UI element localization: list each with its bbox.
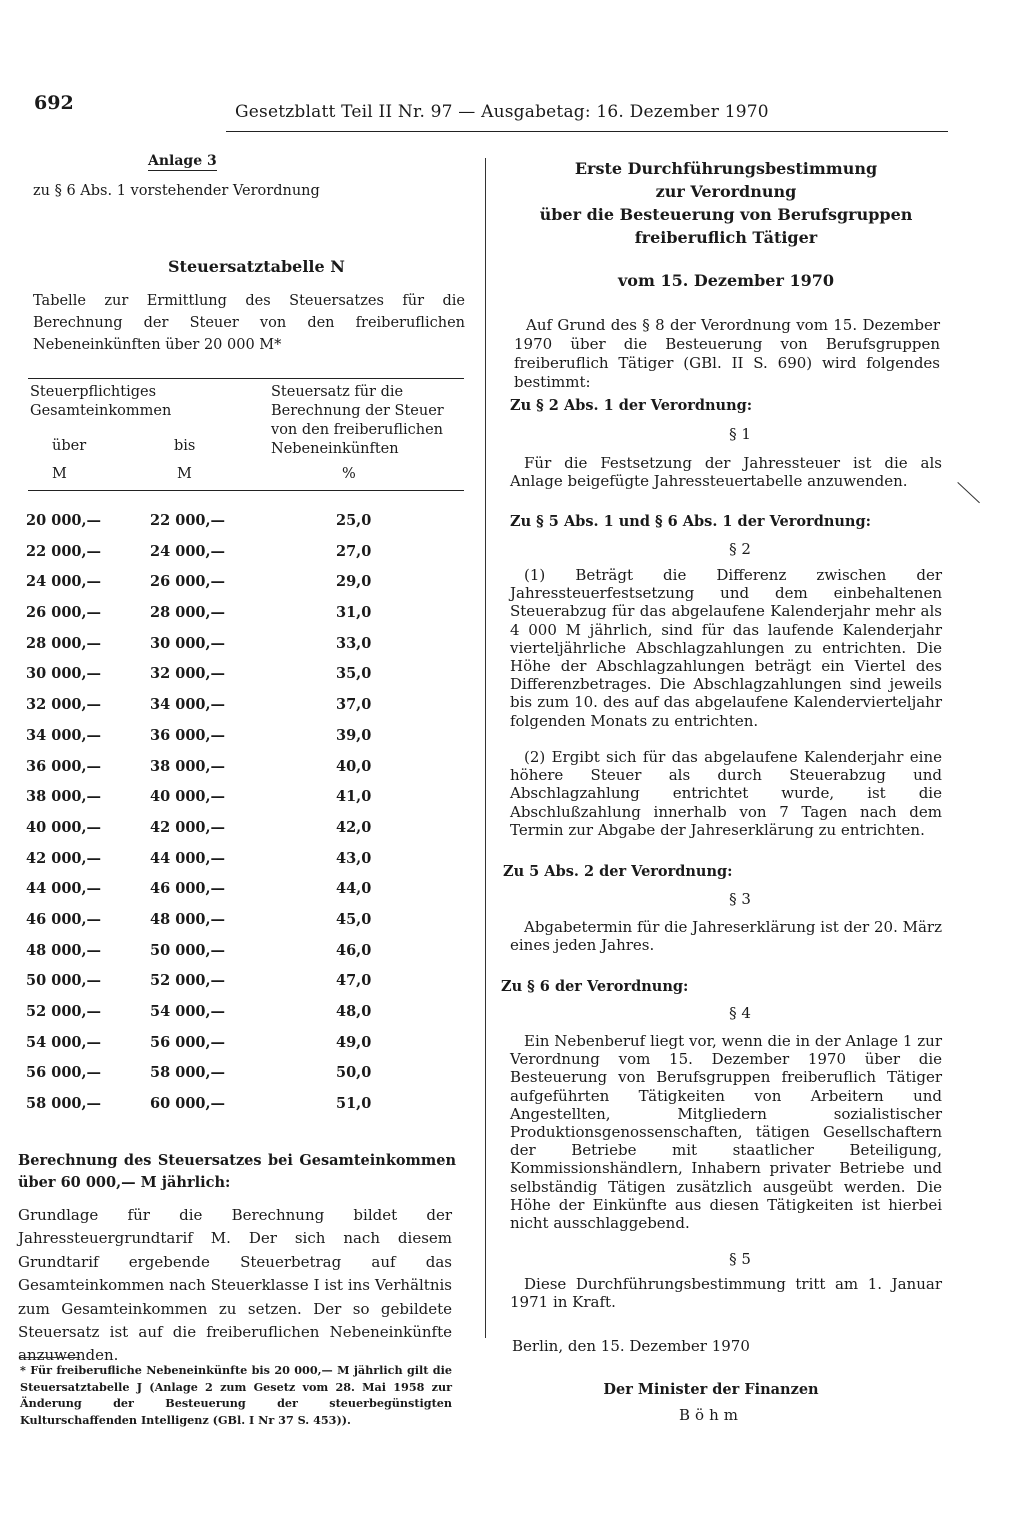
table-row — [20, 1028, 460, 1059]
column-heading-rate: Steuersatz für die Berechnung der Steuer von den freiberuflichen Nebeneinkünften — [271, 384, 444, 457]
income-to-cell: 46 000,— — [150, 880, 226, 898]
paragraph-text: Diese Durchführungsbestimmung tritt am 1. Januar 1971 in Kraft. — [510, 1275, 942, 1312]
income-to-cell: 50 000,— — [150, 941, 226, 959]
tax-rate-cell: 33,0 — [336, 634, 372, 652]
income-to-cell: 54 000,— — [150, 1003, 226, 1020]
income-from-cell: 36 000,— — [26, 757, 102, 775]
income-to-cell: 60 000,— — [150, 1095, 226, 1113]
income-to-cell: 40 000,— — [150, 788, 226, 806]
income-from-cell: 44 000,— — [26, 880, 102, 898]
income-from-cell: 52 000,— — [26, 1003, 102, 1020]
income-to-cell: 56 000,— — [150, 1033, 226, 1051]
income-from-cell: 54 000,— — [26, 1033, 102, 1051]
tax-rate-cell: 43,0 — [336, 849, 372, 867]
footnote: * Für freiberufliche Nebeneinkünfte bis 20 000,— M jährlich gilt die Steuersatztabelle J (Anlage 2 zum Gesetz vom 28. Mai 1958 zur Änderung der Besteuerung der steuerbegünstigten Kulturschaffenden Intelligenz (GBl. I Nr 37 S. 453)). — [20, 1363, 452, 1427]
income-from-cell: 42 000,— — [26, 849, 102, 867]
income-from-cell: 32 000,— — [26, 696, 102, 714]
table-row — [20, 813, 460, 844]
signer-name: Böhm — [679, 1406, 743, 1424]
paragraph-number: § 1 — [729, 425, 751, 443]
income-from-cell: 24 000,— — [26, 573, 102, 591]
regulation-title-line: Erste Durchführungsbestimmung — [574, 159, 878, 178]
table-row — [20, 659, 460, 690]
income-to-cell: 22 000,— — [150, 512, 226, 529]
regulation-title-line: zur Verordnung — [655, 182, 797, 201]
income-to-cell: 38 000,— — [150, 757, 226, 775]
income-to-cell: 24 000,— — [150, 542, 226, 560]
income-from-cell: 40 000,— — [26, 818, 102, 836]
table-header-rule — [28, 490, 464, 491]
regulation-title — [506, 157, 946, 249]
income-from-cell: 48 000,— — [26, 941, 102, 959]
table-row — [20, 782, 460, 813]
table-row — [20, 752, 460, 783]
calculation-heading: Berechnung des Steuersatzes bei Gesamteinkommen über 60 000,— M jährlich: — [18, 1152, 456, 1191]
income-to-cell: 52 000,— — [150, 972, 226, 990]
table-row — [20, 537, 460, 568]
header-rule — [226, 131, 948, 132]
table-row — [20, 1058, 460, 1089]
table-row — [20, 506, 460, 537]
page-number: 692 — [34, 92, 74, 114]
tax-rate-cell: 44,0 — [336, 880, 372, 898]
regulation-title-line: über die Besteuerung von Berufsgruppen — [539, 205, 913, 224]
tax-rate-cell: 39,0 — [336, 726, 372, 744]
table-row — [20, 1089, 460, 1120]
income-from-cell: 20 000,— — [26, 512, 102, 529]
income-to-cell: 48 000,— — [150, 910, 226, 928]
income-to-cell: 26 000,— — [150, 573, 226, 591]
income-from-cell: 56 000,— — [26, 1064, 102, 1082]
column-heading-from: über — [52, 438, 87, 454]
income-from-cell: 58 000,— — [26, 1095, 102, 1113]
income-to-cell: 28 000,— — [150, 604, 226, 622]
income-from-cell: 46 000,— — [26, 910, 102, 928]
tax-rate-cell: 29,0 — [336, 573, 372, 591]
tax-rate-cell: 37,0 — [336, 696, 372, 714]
table-row — [20, 905, 460, 936]
column-divider — [485, 158, 486, 1338]
income-to-cell: 44 000,— — [150, 849, 226, 867]
column-heading-income: Steuerpflichtiges Gesamteinkommen — [30, 384, 172, 419]
running-header: Gesetzblatt Teil II Nr. 97 — Ausgabetag: 16. Dezember 1970 — [235, 102, 769, 122]
income-from-cell: 34 000,— — [26, 726, 102, 744]
place-and-date: Berlin, den 15. Dezember 1970 — [512, 1337, 750, 1355]
tax-rate-cell: 25,0 — [336, 512, 372, 529]
section-heading: Zu § 5 Abs. 1 und § 6 Abs. 1 der Verordnung: — [510, 513, 871, 530]
table-intro: Tabelle zur Ermittlung des Steuersatzes für die Berechnung der Steuer von den freiberuflichen Nebeneinkünften über 20 000 M* — [33, 293, 465, 353]
table-row — [20, 629, 460, 660]
tax-rate-cell: 49,0 — [336, 1033, 372, 1051]
table-row — [20, 690, 460, 721]
income-from-cell: 22 000,— — [26, 542, 102, 560]
income-from-cell: 28 000,— — [26, 634, 102, 652]
paragraph-number: § 3 — [729, 890, 751, 908]
income-to-cell: 58 000,— — [150, 1064, 226, 1082]
tax-rate-cell: 47,0 — [336, 972, 372, 990]
anlage-reference: zu § 6 Abs. 1 vorstehender Verordnung — [33, 183, 320, 199]
section-heading: Zu § 2 Abs. 1 der Verordnung: — [510, 397, 753, 414]
tax-rate-cell: 41,0 — [336, 788, 372, 806]
tax-rate-table — [20, 506, 460, 1120]
calculation-text: Grundlage für die Berechnung bildet der Jahressteuergrundtarif M. Der sich nach diesem Grundtarif ergebende Steuerbetrag auf das Gesamteinkommen nach Steuerklasse I ist ins Verhältnis zum Gesamteinkommen zu setzen. Der so gebildete Steuersatz ist auf die freiberuflichen Nebeneinkünfte anzuwenden. — [18, 1206, 452, 1365]
regulation-preamble: Auf Grund des § 8 der Verordnung vom 15. Dezember 1970 über die Besteuerung von Berufsgruppen freiberuflich Tätiger (GBl. II S. 690) wird folgendes bestimmt: — [514, 316, 940, 391]
paragraph-text: (1) Beträgt die Differenz zwischen der Jahressteuerfestsetzung und dem einbehaltenen Steuerabzug für das abgelaufene Kalenderjahr mehr als 4 000 M jährlich, sind für das laufende Kalenderjahr vierteljährliche Abschlagzahlungen zu entrichten. Die Höhe der Abschlagzahlungen beträgt ein Viertel des Differenzbetrages. Die Abschlagzahlungen sind jeweils bis zum 10. des auf das abgelaufene Kalendervierteljahr folgenden Monats zu entrichten. — [510, 566, 942, 730]
unit-to: M — [177, 466, 192, 482]
tax-rate-cell: 27,0 — [336, 542, 372, 560]
income-from-cell: 38 000,— — [26, 788, 102, 806]
income-from-cell: 50 000,— — [26, 972, 102, 990]
section-heading: Zu 5 Abs. 2 der Verordnung: — [503, 863, 733, 880]
unit-percent: % — [342, 466, 356, 482]
income-to-cell: 42 000,— — [150, 818, 226, 836]
table-row — [20, 721, 460, 752]
tax-rate-cell: 50,0 — [336, 1064, 372, 1082]
income-from-cell: 26 000,— — [26, 604, 102, 622]
regulation-date: vom 15. Dezember 1970 — [617, 271, 835, 290]
income-from-cell: 30 000,— — [26, 665, 102, 683]
unit-from: M — [52, 466, 67, 482]
tax-rate-cell: 46,0 — [336, 941, 372, 959]
table-row — [20, 966, 460, 997]
paragraph-text: Für die Festsetzung der Jahressteuer ist die als Anlage beigefügte Jahressteuertabelle anzuwenden. — [510, 454, 942, 491]
table-row — [20, 567, 460, 598]
margin-mark — [957, 482, 980, 503]
income-to-cell: 30 000,— — [150, 634, 226, 652]
tax-rate-cell: 42,0 — [336, 818, 372, 836]
regulation-title-line: freiberuflich Tätiger — [634, 228, 818, 247]
paragraph-number: § 4 — [729, 1004, 751, 1022]
tax-rate-cell: 40,0 — [336, 757, 372, 775]
table-title: Steuersatztabelle N — [168, 257, 345, 276]
paragraph-text: (2) Ergibt sich für das abgelaufene Kalenderjahr eine höhere Steuer als durch Steuerabzug und Abschlagzahlung entrichtet wurde, ist die Abschlußzahlung innerhalb von 7 Tagen nach dem Termin zur Abgabe der Jahreserklärung zu entrichten. — [510, 748, 942, 839]
tax-rate-cell: 31,0 — [336, 604, 372, 622]
paragraph-number: § 2 — [729, 540, 751, 558]
tax-rate-cell: 51,0 — [336, 1095, 372, 1113]
paragraph-text: Ein Nebenberuf liegt vor, wenn die in der Anlage 1 zur Verordnung vom 15. Dezember 1970 über die Besteuerung von Berufsgruppen freiberuflich Tätiger aufgeführten Tätigkeiten von Arbeitern und Angestellten, Mitgliedern sozialistischer Produktionsgenossenschaften, tätigen Gesellschaftern der Betriebe mit staatlicher Beteiligung, Kommissionshändlern, Inhabern privater Betriebe und selbständig Tätigen zusätzlich ausgeübt werden. Die Höhe der Einkünfte aus diesen Tätigkeiten ist hierbei nicht ausschlaggebend. — [510, 1032, 942, 1233]
tax-rate-cell: 45,0 — [336, 910, 372, 928]
table-row — [20, 598, 460, 629]
table-top-rule — [28, 378, 464, 379]
paragraph-number: § 5 — [729, 1250, 751, 1268]
signer-title: Der Minister der Finanzen — [603, 1381, 819, 1398]
table-row — [20, 844, 460, 875]
tax-rate-cell: 35,0 — [336, 665, 372, 683]
column-heading-to: bis — [174, 438, 196, 454]
income-to-cell: 32 000,— — [150, 665, 226, 683]
income-to-cell: 36 000,— — [150, 726, 226, 744]
table-row — [20, 997, 460, 1028]
anlage-label: Anlage 3 — [148, 153, 217, 169]
section-heading: Zu § 6 der Verordnung: — [501, 978, 689, 995]
table-row — [20, 874, 460, 905]
tax-rate-cell: 48,0 — [336, 1003, 372, 1020]
paragraph-text: Abgabetermin für die Jahreserklärung ist der 20. März eines jeden Jahres. — [510, 918, 942, 955]
income-to-cell: 34 000,— — [150, 696, 226, 714]
table-row — [20, 936, 460, 967]
footnote-rule — [20, 1357, 80, 1358]
